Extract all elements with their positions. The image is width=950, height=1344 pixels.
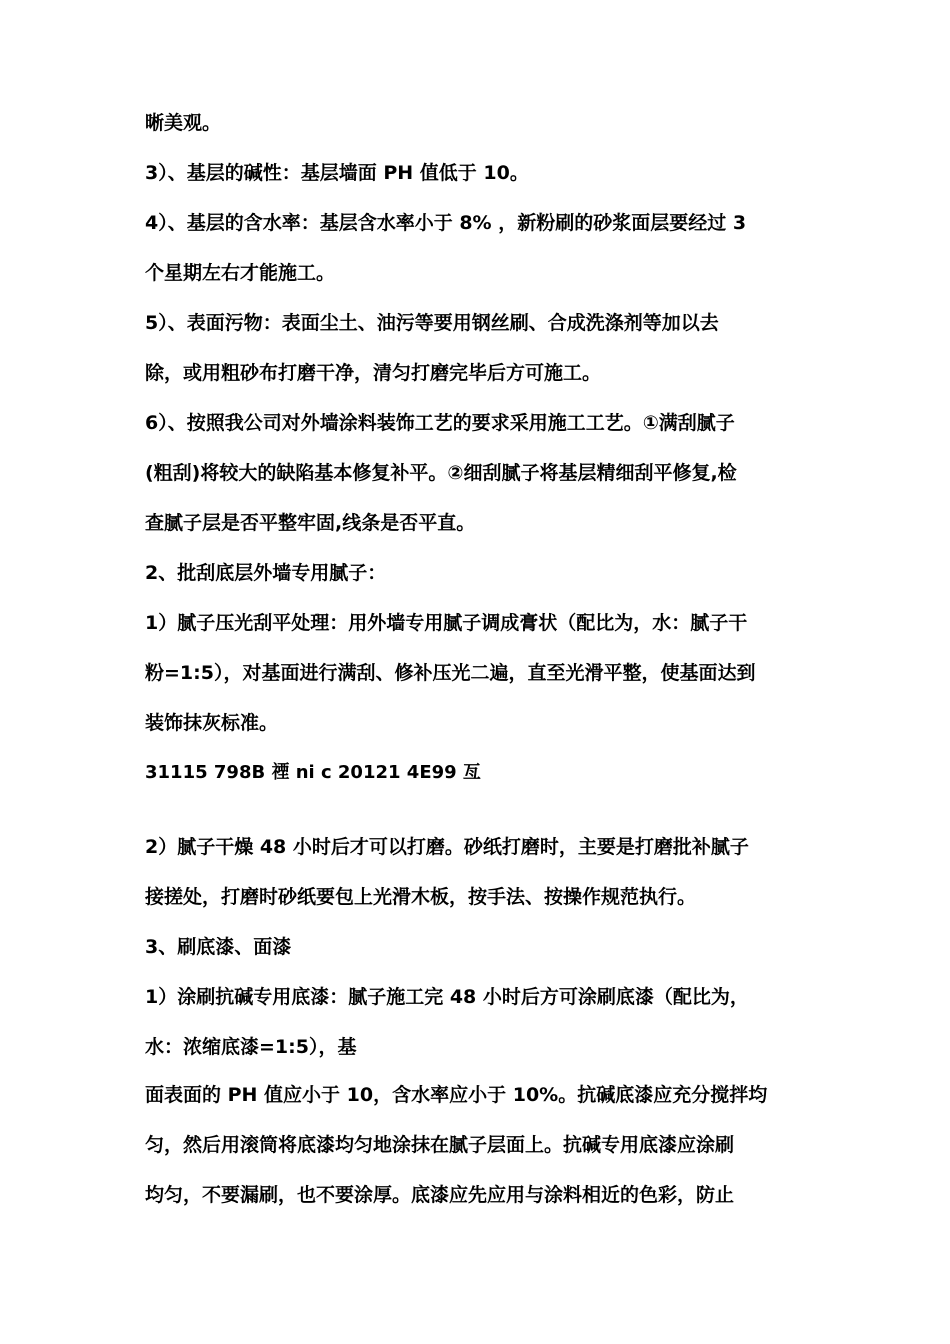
text-line: 接搓处，打磨时砂纸要包上光滑木板，按手法、按操作规范执行。: [145, 886, 697, 908]
text-line: 4）、基层的含水率：基层含水率小于 8% ，新粉刷的砂浆面层要经过 3: [145, 212, 747, 234]
text-line: 6）、按照我公司对外墙涂料装饰工艺的要求采用施工工艺。①满刮腻子: [145, 412, 735, 434]
text-line: 装饰抹灰标准。: [145, 712, 279, 734]
text-line: 2）腻子干燥 48 小时后才可以打磨。砂纸打磨时，主要是打磨批补腻子: [145, 836, 749, 858]
text-line: 1）腻子压光刮平处理：用外墙专用腻子调成膏状（配比为，水：腻子干: [145, 612, 748, 634]
text-line: 3）、基层的碱性：基层墙面 PH 值低于 10。: [145, 162, 529, 184]
garbled-code-line: 31115 798B 禋 ni c 20121 4E99 亙: [145, 762, 481, 783]
text-line: 面表面的 PH 值应小于 10，含水率应小于 10%。抗碱底漆应充分搅拌均: [145, 1084, 768, 1106]
text-line: 5）、表面污物：表面尘土、油污等要用钢丝刷、合成洗涤剂等加以去: [145, 312, 719, 334]
text-line: 粉=1:5），对基面进行满刮、修补压光二遍，直至光滑平整，使基面达到: [145, 662, 756, 684]
text-line: 匀，然后用滚筒将底漆均匀地涂抹在腻子层面上。抗碱专用底漆应涂刷: [145, 1134, 735, 1156]
text-line: 查腻子层是否平整牢固,线条是否平直。: [145, 512, 476, 534]
text-line: (粗刮)将较大的缺陷基本修复补平。②细刮腻子将基层精细刮平修复,检: [145, 462, 737, 484]
text-line: 1）涂刷抗碱专用底漆：腻子施工完 48 小时后方可涂刷底漆（配比为，: [145, 986, 749, 1008]
text-line: 均匀，不要漏刷，也不要涂厚。底漆应先应用与涂料相近的色彩，防止: [145, 1184, 735, 1206]
text-line: 水：浓缩底漆=1:5），基: [145, 1036, 357, 1058]
text-line: 个星期左右才能施工。: [145, 262, 336, 284]
section-heading: 3、刷底漆、面漆: [145, 936, 292, 958]
text-line: 除，或用粗砂布打磨干净，清匀打磨完毕后方可施工。: [145, 362, 602, 384]
text-line: 晰美观。: [145, 112, 222, 134]
section-heading: 2、批刮底层外墙专用腻子：: [145, 562, 387, 584]
